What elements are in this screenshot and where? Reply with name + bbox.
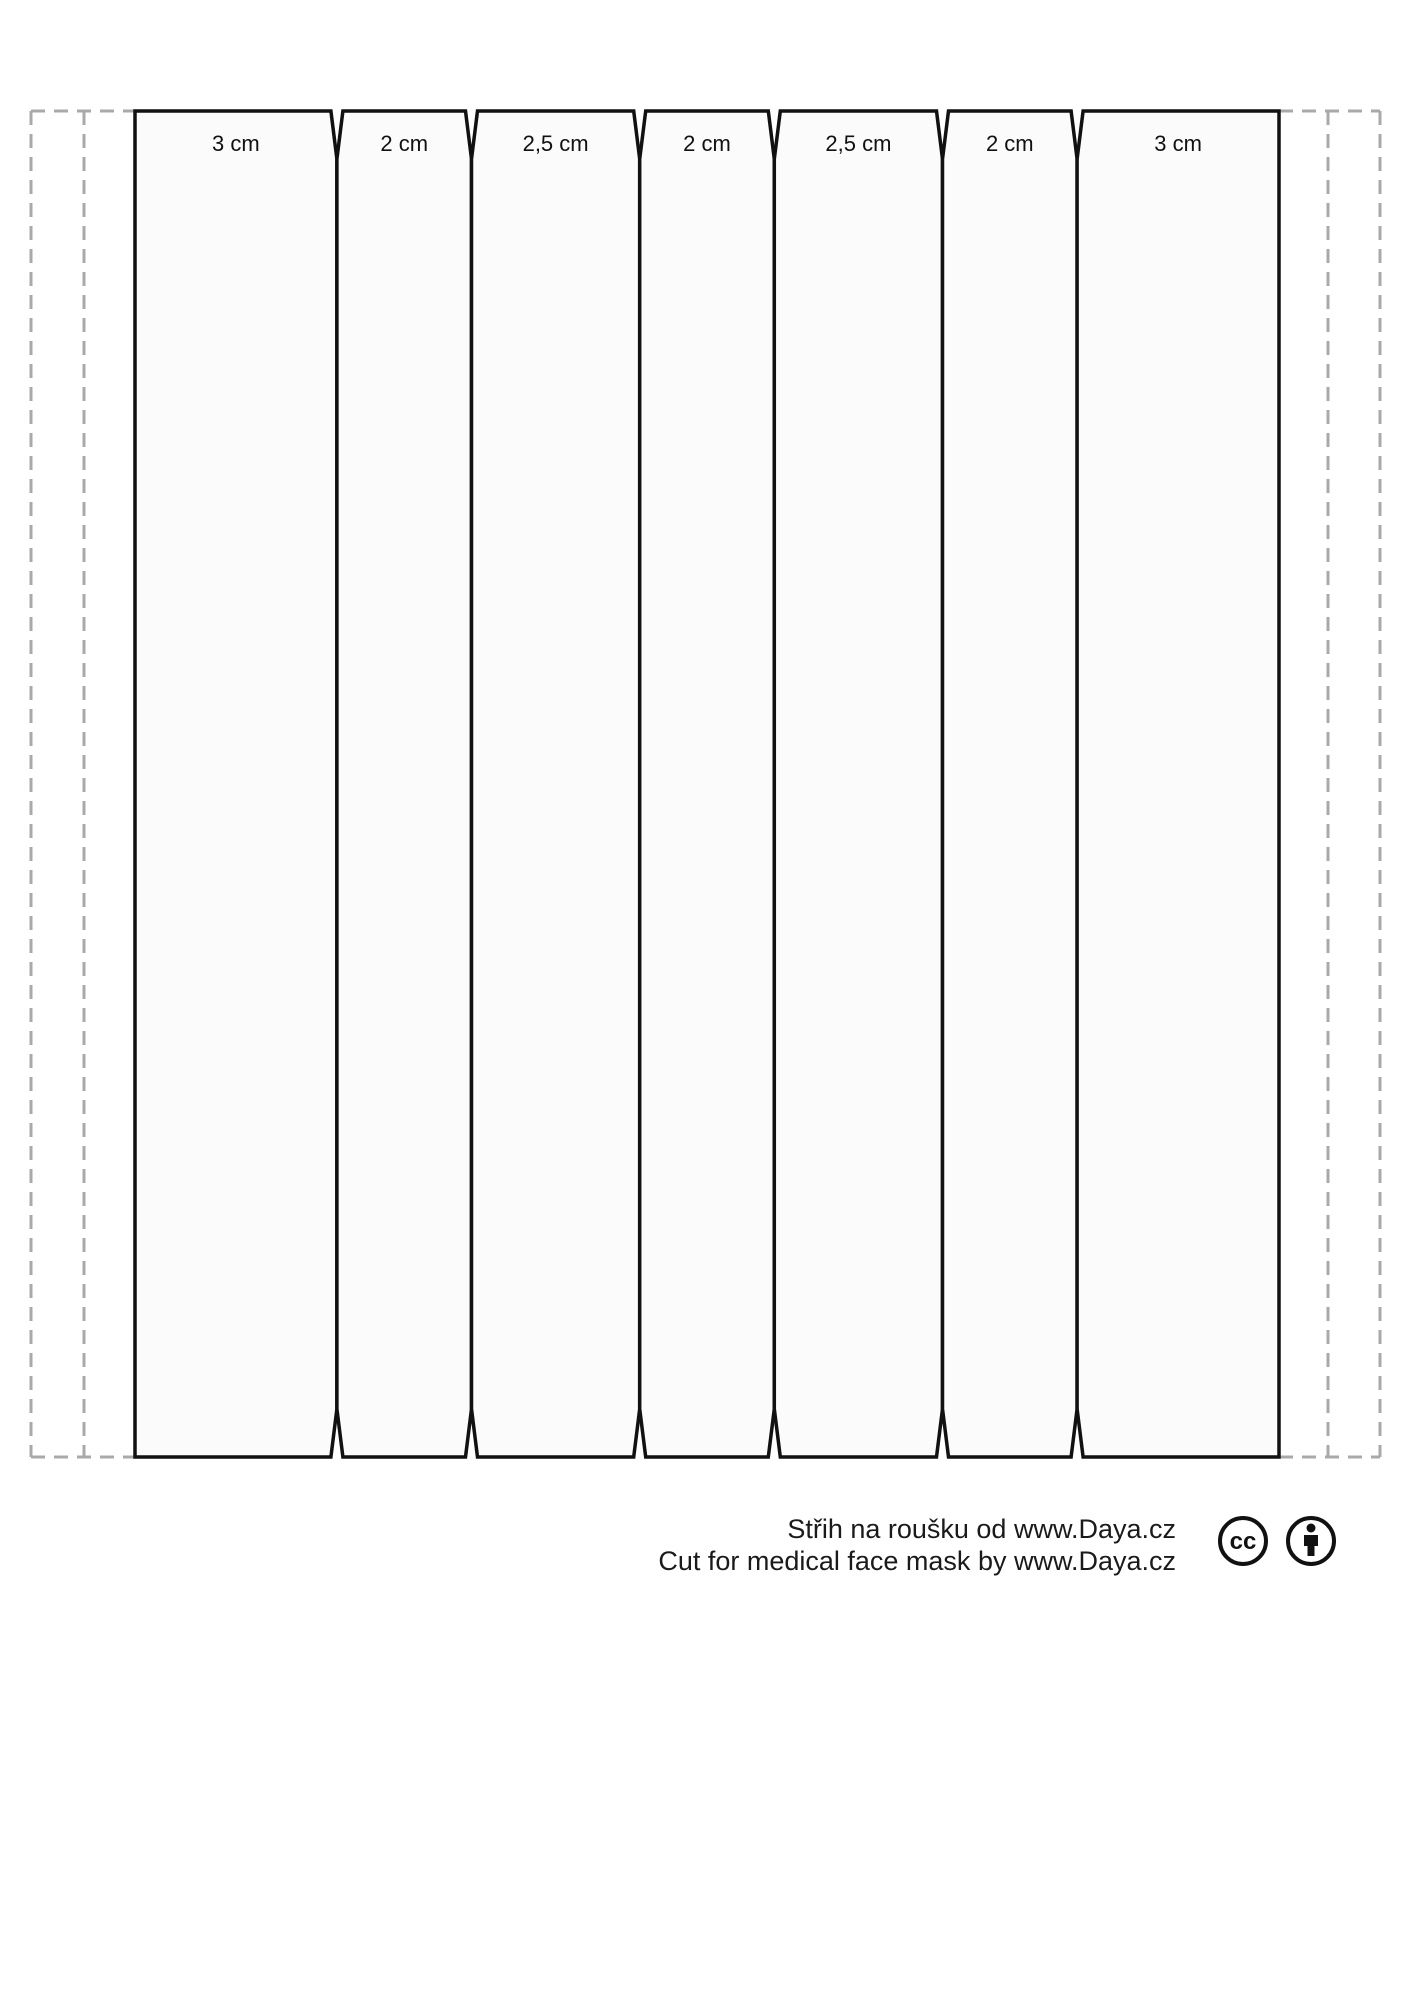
- pleat-panel-5: [774, 111, 942, 1457]
- pleat-panel-3: [472, 111, 640, 1457]
- pleat-panel-1: [135, 111, 337, 1457]
- credits: [658, 1513, 1176, 1577]
- credit-line-english: Cut for medical face mask by www.Daya.cz: [658, 1546, 1176, 1576]
- pleat-panel-4: [640, 111, 775, 1457]
- pleat-label-3: 2,5 cm: [522, 131, 589, 156]
- pleat-label-2: 2 cm: [380, 131, 429, 156]
- pleat-label-7: 3 cm: [1154, 131, 1202, 156]
- license-badges: [1217, 1515, 1337, 1567]
- attribution-icon: [1285, 1515, 1337, 1567]
- credit-line-czech: Střih na roušku od www.Daya.cz: [787, 1514, 1176, 1544]
- pleat-panel-7: [1077, 111, 1279, 1457]
- creative-commons-icon: [1217, 1515, 1269, 1567]
- pleat-panel-2: [337, 111, 472, 1457]
- pleat-label-1: 3 cm: [212, 131, 260, 156]
- pleat-panel-6: [943, 111, 1078, 1457]
- cc-label: cc: [1229, 1528, 1257, 1555]
- pleat-label-4: 2 cm: [683, 131, 731, 156]
- pleat-label-5: 2,5 cm: [825, 131, 892, 156]
- pleat-panels: [135, 111, 1279, 1457]
- pleat-label-6: 2 cm: [985, 131, 1034, 156]
